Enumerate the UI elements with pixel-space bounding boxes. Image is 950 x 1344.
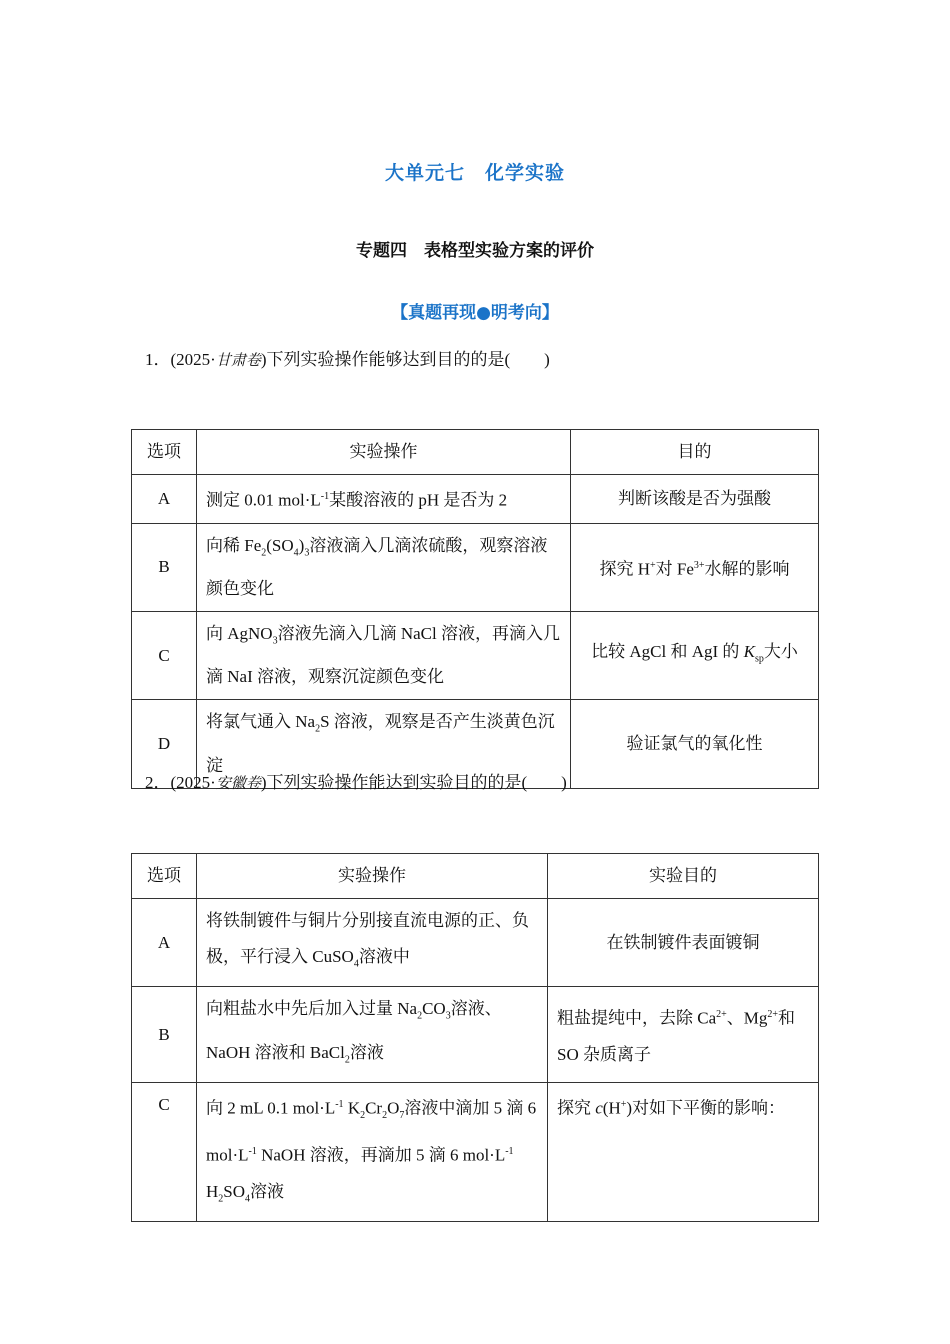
table-row [132, 899, 819, 987]
option-label: D [132, 700, 197, 788]
column-header-operation: 实验操作 [197, 854, 548, 899]
operation-cell: 将铁制镀件与铜片分别接直流电源的正、负极，平行浸入 CuSO$_4$溶液中 [197, 899, 548, 987]
column-header-goal: 实验目的 [548, 854, 819, 899]
question-2-table [131, 853, 819, 1222]
section-title: 【真题再现●明考向】 [391, 303, 559, 323]
goal-cell: 在铁制镀件表面镀铜 [548, 899, 819, 987]
goal-cell: 判断该酸是否为强酸 [571, 475, 819, 524]
option-label: A [132, 899, 197, 987]
table-row [132, 475, 819, 524]
table-header-row [132, 854, 819, 899]
goal-cell: 验证氯气的氧化性 [571, 700, 819, 788]
table-row [132, 987, 819, 1083]
goal-cell: 粗盐提纯中，去除 $Ca^{2+}$、$Mg^{2+}$和 SO 杂质离子 [548, 987, 819, 1083]
operation-cell: 向稀 $Fe_2(SO_4)_3$溶液滴入几滴浓硫酸，观察溶液颜色变化 [197, 523, 571, 611]
table-row [132, 523, 819, 611]
question-2-stem: 2．(2025·安徽卷)下列实验操作能达到实验目的的是( ) [145, 773, 567, 792]
goal-cell: 探究 H+对 $Fe^{3+}$水解的影响 [571, 523, 819, 611]
column-header-goal: 目的 [571, 430, 819, 475]
question-1-table [131, 429, 819, 789]
operation-cell: 向 2 mL 0.1 $mol\cdot L^{-1}$ $K_2Cr_2O_7$溶液中滴加 5 滴 6 $mol\cdot L^{-1}$ NaOH 溶液，再滴加 5 滴 6 $mol\cdot L^{-1}$ $H_2SO_4$溶液 [197, 1083, 548, 1222]
column-header-option: 选项 [132, 430, 197, 475]
column-header-operation: 实验操作 [197, 430, 571, 475]
option-label: C [132, 612, 197, 700]
goal-cell: 比较 AgCl 和 AgI 的 $K_{sp}$大小 [571, 612, 819, 700]
column-header-option: 选项 [132, 854, 197, 899]
operation-cell: 将氯气通入 $Na_2S$ 溶液，观察是否产生淡黄色沉淀 [197, 700, 571, 788]
option-label: B [132, 523, 197, 611]
option-label: A [132, 475, 197, 524]
table-header-row [132, 430, 819, 475]
operation-cell: 向粗盐水中先后加入过量 $Na_2CO_3$溶液、NaOH 溶液和 BaCl$_2$溶液 [197, 987, 548, 1083]
topic-title: 专题四 表格型实验方案的评价 [356, 241, 594, 261]
operation-cell: 向 AgNO$_3$溶液先滴入几滴 NaCl 溶液，再滴入几滴 NaI 溶液，观察沉淀颜色变化 [197, 612, 571, 700]
option-label: B [132, 987, 197, 1083]
unit-title: 大单元七 化学实验 [384, 162, 565, 184]
table-row [132, 612, 819, 700]
option-label: C [132, 1083, 197, 1222]
question-1-stem: 1．(2025·甘肃卷)下列实验操作能够达到目的的是( ) [145, 350, 550, 369]
operation-cell: 测定 0.01 $mol\cdot L^{-1}$某酸溶液的 pH 是否为 2 [197, 475, 571, 524]
goal-cell: 探究 c(H+)对如下平衡的影响： [548, 1083, 819, 1222]
table-row [132, 1083, 819, 1222]
